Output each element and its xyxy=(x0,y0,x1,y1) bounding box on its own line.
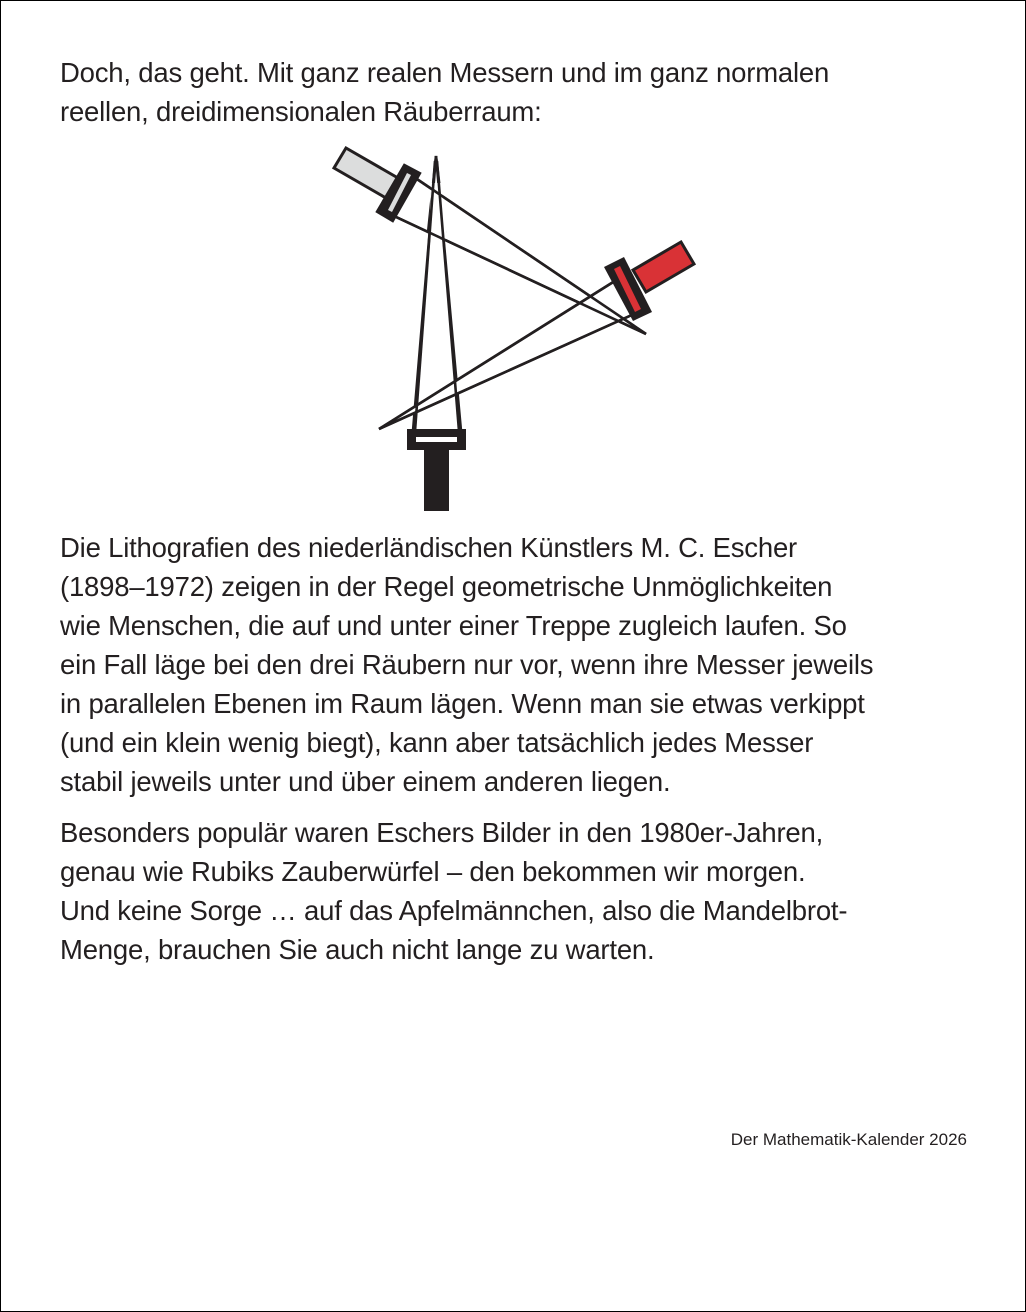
text-line: Die Lithografien des niederländischen Künstlers M. C. Escher xyxy=(60,532,797,563)
three-knives-illustration xyxy=(321,141,721,521)
body-paragraph-1980s xyxy=(60,813,980,969)
text-line: Besonders populär waren Eschers Bilder in den 1980er-Jahren, xyxy=(60,817,824,848)
calendar-footer: Der Mathematik-Kalender 2026 xyxy=(730,1130,967,1149)
text-line: Menge, brauchen Sie auch nicht lange zu warten. xyxy=(60,934,655,965)
text-line: in parallelen Ebenen im Raum lägen. Wenn man sie etwas verkippt xyxy=(60,688,865,719)
text-line: Und keine Sorge … auf das Apfelmännchen, also die Mandelbrot- xyxy=(60,895,848,926)
text-line: genau wie Rubiks Zauberwürfel – den bekommen wir morgen. xyxy=(60,856,806,887)
text-line: (1898–1972) zeigen in der Regel geometrische Unmöglichkeiten xyxy=(60,571,833,602)
text-line: reellen, dreidimensionalen Räuberraum: xyxy=(60,96,542,127)
text-line: wie Menschen, die auf und unter einer Treppe zugleich laufen. So xyxy=(60,610,847,641)
text-line: Doch, das geht. Mit ganz realen Messern und im ganz normalen xyxy=(60,57,830,88)
text-line: (und ein klein wenig biegt), kann aber tatsächlich jedes Messer xyxy=(60,727,814,758)
intro-text xyxy=(60,53,980,131)
text-line: ein Fall läge bei den drei Räubern nur vor, wenn ihre Messer jeweils xyxy=(60,649,874,680)
body-paragraph-escher xyxy=(60,528,980,801)
text-line: stabil jeweils unter und über einem anderen liegen. xyxy=(60,766,671,797)
